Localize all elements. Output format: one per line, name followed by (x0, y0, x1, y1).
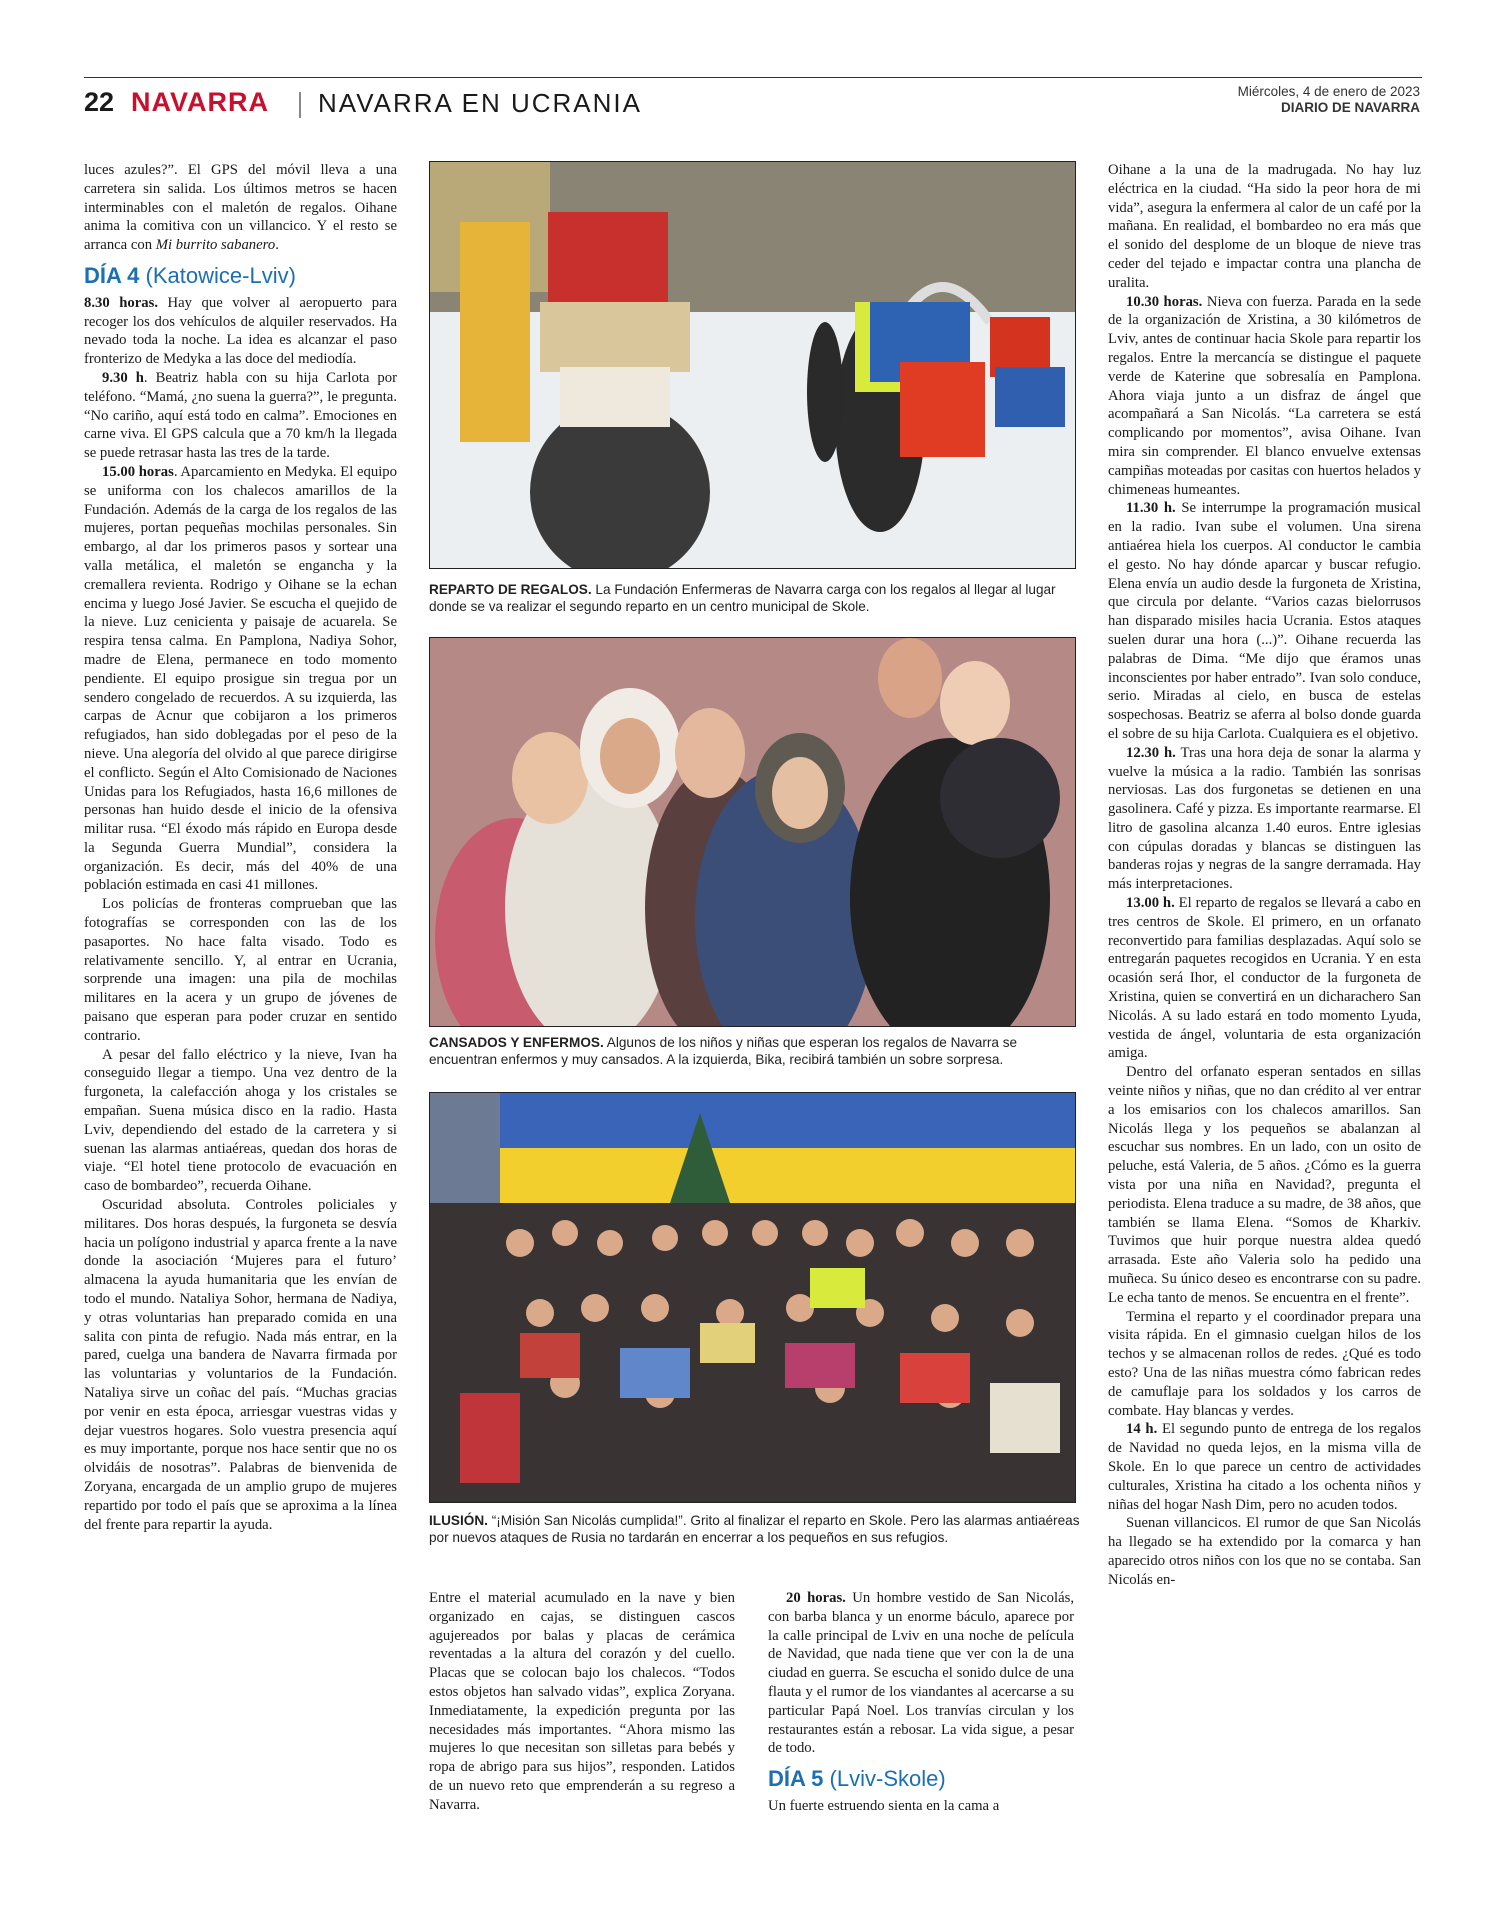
issue-date: Miércoles, 4 de enero de 2023 (1237, 84, 1420, 99)
paragraph: 11.30 h. Se interrumpe la programación musical en la radio. Ivan sube el volumen. Una sirena antiaérea hiela los cuerpos. Al conductor le cambia el gesto. No hay dónde aparcar y buscar refugio. Elena envía un audio desde la furgoneta de Xristina, que circula por delante. “Varios cazas bielorrusos han disparado misiles hacia Ucrania. Estos ataques suelen durar una hora (...)”. Oihane recuerda las palabras de Dima. “Me dijo que éramos unas inconscientes por haber entrado”. Ivan solo conduce, serio. Miradas al cielo, en busca de estelas sospechosas. Beatriz se aferra al bolso donde guarda el sobre de su hija Carlota. Cualquiera es el objetivo. (1108, 500, 1421, 742)
section-title: NAVARRA (131, 87, 269, 117)
paragraph: 8.30 horas. Hay que volver al aeropuerto para recoger los dos vehículos de alquiler reservados. Ha nevado toda la noche. La idea es alcanzar el paso fronterizo de Medyka a las doce del mediodía. (84, 294, 397, 368)
masthead-info (1238, 84, 1420, 116)
photo-caption: CANSADOS Y ENFERMOS. Algunos de los niños y niñas que esperan los regalos de Navarra se encuentran enfermos y muy cansados. A la izquierda, Bika, recibirá también un sobre sorpresa. (429, 1035, 1018, 1067)
paragraph: luces azules?”. El GPS del móvil lleva a una carretera sin salida. Los últimos metros se hacen interminables con el maletón de regalos. Oihane anima la comitiva con un villancico. Y el resto se arranca con Mi burrito sabanero. (84, 162, 397, 254)
article-column-2 (429, 1589, 735, 1815)
header-separator (299, 92, 301, 118)
photo-image (430, 1093, 1075, 1502)
paragraph: Suenan villancicos. El rumor de que San Nicolás ha llegado se ha extendido por la comarca y han aparecido otros niños con los que no se contaba. San Nicolás en- (1108, 1515, 1421, 1588)
paragraph: 9.30 h. Beatriz habla con su hija Carlota por teléfono. “Mamá, ¿no suena la guerra?”, le pregunta. “No cariño, aquí está todo en calma”. Emociones en carne viva. El GPS calcula que a 70 km/h la llegada se puede retrasar hasta las tres de la tarde. (84, 369, 397, 462)
paragraph: Oscuridad absoluta. Controles policiales y militares. Dos horas después, la furgoneta se desvía hacia un polígono industrial y aparca frente a la nave donde la asociación ‘Mujeres para el futuro’ almacena la ayuda humanitaria que les envían de todo el mundo. Nataliya Sohor, hermana de Nadiya, y otras voluntarias han preparado comida en una salita con pinta de refugio. Nada más entrar, en la pared, cuelga una bandera de Navarra firmada por las voluntarias y voluntarios de la Fundación. Nataliya sirve un coñac del país. “Muchas gracias por venir en esta época, arriesgar vuestras vidas y dejar vuestros hogares. Solo vuestra presencia aquí es muy importante, porque nos hace sentir que no os olvidáis de nosotras”. Palabras de bienvenida de Zoryana, encargada de un amplio grupo de mujeres repartido por todo el país que se aproxima a la línea del frente para repartir la ayuda. (84, 1197, 397, 1533)
paragraph: Los policías de fronteras comprueban que las fotografías se corresponden con las de los pasaportes. No hace falta visado. Todo es relativamente sencillo. Y, al entrar en Ucrania, sorprende una imagen: una pila de mochilas militares en la acera y un grupo de jóvenes de paisano que esperan para poder cruzar en sentido contrario. (84, 896, 397, 1044)
paragraph: Dentro del orfanato esperan sentados en sillas veinte niños y niñas, que no dan crédito al ver entrar a los emisarios con los chalecos amarillos. San Nicolás llega y los pequeños se abalanzan al escuchar sus nombres. En un lado, con un osito de peluche, está Valeria, de 5 años. ¿Cómo es la guerra vista por una niña en Navidad?, pregunta el periodista. Elena traduce a su madre, de 38 años, que también se llama Elena. “Somos de Kharkiv. Tuvimos que huir porque nuestra aldea quedó arrasada. Este año Valeria solo ha pedido una muñeca. Su único deseo es encontrarse con su padre. Le echa tanto de menos. Se encuentra en el frente”. (1108, 1064, 1421, 1306)
photo-image (430, 638, 1075, 1026)
header-rule (84, 77, 1422, 78)
photo-tired-children (429, 637, 1076, 1027)
page-number: 22 (84, 87, 115, 117)
paragraph: 12.30 h. Tras una hora deja de sonar la alarma y vuelve la música a la radio. También las sonrisas nerviosas. Las dos furgonetas se detienen en una gasolinera. Café y pizza. Es importante rearmarse. El litro de gasolina alcanza 1.40 euros. Entre iglesias con cúpulas doradas y blancas se distinguen las banderas rojas y negras de la sangre derramada. Hay más interpretaciones. (1108, 744, 1422, 893)
paragraph: A pesar del fallo eléctrico y la nieve, Ivan ha conseguido llegar a tiempo. Una vez dentro de la furgoneta, la calefacción ahoga y los cristales se empañan. Suena música disco en la radio. Hasta Lviv, dependiendo del estado de la carretera y si suenan las alarmas antiaéreas, quedan dos horas de viaje. “El hotel tiene protocolo de evacuación en caso de bombardeo”, recuerda Oihane. (84, 1046, 397, 1195)
paragraph: 20 horas. Un hombre vestido de San Nicolás, con barba blanca y un enorme báculo, aparece por la calle principal de Lviv en una noche de película de Navidad, que nada tiene que ver con la de una ciudad en guerra. Se escucha el sonido dulce de una flauta y el rumor de los viandantes al acercarse a su particular Papá Noel. Los tranvías circulan y los restaurantes están a rebosar. La vida sigue, a pesar de todo. (768, 1590, 1074, 1757)
paragraph: Un fuerte estruendo sienta en la cama a (768, 1797, 1000, 1814)
paragraph: Termina el reparto y el coordinador prepara una visita rápida. En el gimnasio cuelgan hilos de los techos y se almacenan rollos de redes. ¿Qué es todo esto? Una de las niñas muestra cómo fabrican redes de camuflaje para los soldados y los carros de combate. Hay blancas y verdes. (1108, 1308, 1421, 1419)
paragraph: 13.00 h. El reparto de regalos se llevará a cabo en tres centros de Skole. El primero, en un orfanato reconvertido para familias desplazadas. Aquí solo se entregarán paquetes recogidos en Ucrania. Y en esta ocasión será Ihor, el conductor de la furgoneta de Xristina, quien se convertirá en un dicharachero San Nicolás. A su lado estará en todo momento Lyuda, vestida de ángel, voluntaria de esta organización amiga. (1108, 895, 1421, 1062)
paragraph: Oihane a la una de la madrugada. No hay luz eléctrica en la ciudad. “Ha sido la peor hora de mi vida”, asegura la enfermera al calor de un café por la mañana. En realidad, el bombardeo no era más que el sonido del desplome de un bloque de nieve tras ceder del tejado e impactar contra una plancha de uralita. (1108, 162, 1421, 291)
subsection-title: NAVARRA EN UCRANIA (318, 88, 642, 118)
photo-image (430, 162, 1075, 568)
newspaper-name: DIARIO DE NAVARRA (1280, 100, 1420, 115)
photo-children-group (429, 1092, 1076, 1503)
article-column-4 (1108, 161, 1421, 1590)
photo-caption: ILUSIÓN. “¡Misión San Nicolás cumplida!”. Grito al finalizar el reparto en Skole. Pero las alarmas antiaéreas por nuevos ataques de Rusia no tardarán en encerrar a los pequeños en sus refugios. (429, 1513, 1080, 1545)
article-column-3 (768, 1589, 1074, 1816)
article-column-1 (84, 161, 397, 1534)
paragraph: 14 h. El segundo punto de entrega de los regalos de Navidad no queda lejos, en la misma villa de Skole. En lo que parece un centro de actividades culturales, Xristina ha citado a los ochenta niños y niñas del hogar Nash Dim, pero no acuden todos. (1108, 1421, 1421, 1513)
paragraph: 15.00 horas. Aparcamiento en Medyka. El equipo se uniforma con los chalecos amarillos de la Fundación. Además de la carga de los regalos de las mujeres, portan pequeñas mochilas personales. Sin embargo, al dar los primeros pasos y sortear una valla metálica, el maletón se engancha y la cremallera revienta. Rodrigo y Oihane se la echan encima y luego José Javier. Se escucha el quejido de la nieve. Luz cenicienta y paisaje de acuarela. Se respira tensa calma. En Pamplona, Nadiya Sohor, madre de Elena, permanece en todo momento pendiente. El equipo prosigue sin tregua por un sendero congelado de recuerdos. A su izquierda, las carpas de Acnur que cobijaron a los primeros refugiados, han sido doblegadas por el peso de la nieve. Una alegoría del olvido al que parece dirigirse el conflicto. Según el Alto Comisionado de Naciones Unidas para los Refugiados, hasta 16,6 millones de personas han huido desde el inicio de la ofensiva militar rusa. “El éxodo más rápido en Europa desde la Segunda Guerra Mundial”, considera la organización. Es decir, más del 40% de una población estimada en casi 41 millones. (84, 463, 397, 894)
paragraph: Entre el material acumulado en la nave y bien organizado en cajas, se distinguen cascos agujereados por balas y placas de cerámica reventadas a la altura del corazón y del cuello. Placas que se colocan bajo los chalecos. “Todos estos objetos han salvado vidas”, explica Zoryana. Inmediatamente, la expedición pregunta por las necesidades más importantes. “Ahora mismo las mujeres lo que necesitan son silletas para bebés y ropa de abrigo para sus hijos”, responden. Latidos de un nuevo reto que emprenderán a su regreso a Navarra. (429, 1590, 735, 1813)
day-heading: DÍA 5 (Lviv-Skole) (768, 1766, 946, 1792)
photo-gift-delivery (429, 161, 1076, 569)
day-heading: DÍA 4 (Katowice-Lviv) (84, 262, 296, 288)
paragraph: 10.30 horas. Nieva con fuerza. Parada en la sede de la organización de Xristina, a 30 kilómetros de Lviv, antes de continuar hacia Skole para repartir los regalos. Entre la mercancía se distingue el paquete verde de Katerine que sobresalía en Pamplona. Ahora viaja junto a un disfraz de ángel que acompañará a San Nicolás. “La carretera se está complicando por momentos”, avisa Oihane. Ivan mira sin comprender. El blanco envuelve extensas campiñas moteadas por casitas con huertos helados y chimeneas humeantes. (1108, 293, 1422, 498)
photo-caption: REPARTO DE REGALOS. La Fundación Enfermeras de Navarra carga con los regalos al llegar al lugar donde se va realizar el segundo reparto en un centro municipal de Skole. (429, 582, 1056, 614)
